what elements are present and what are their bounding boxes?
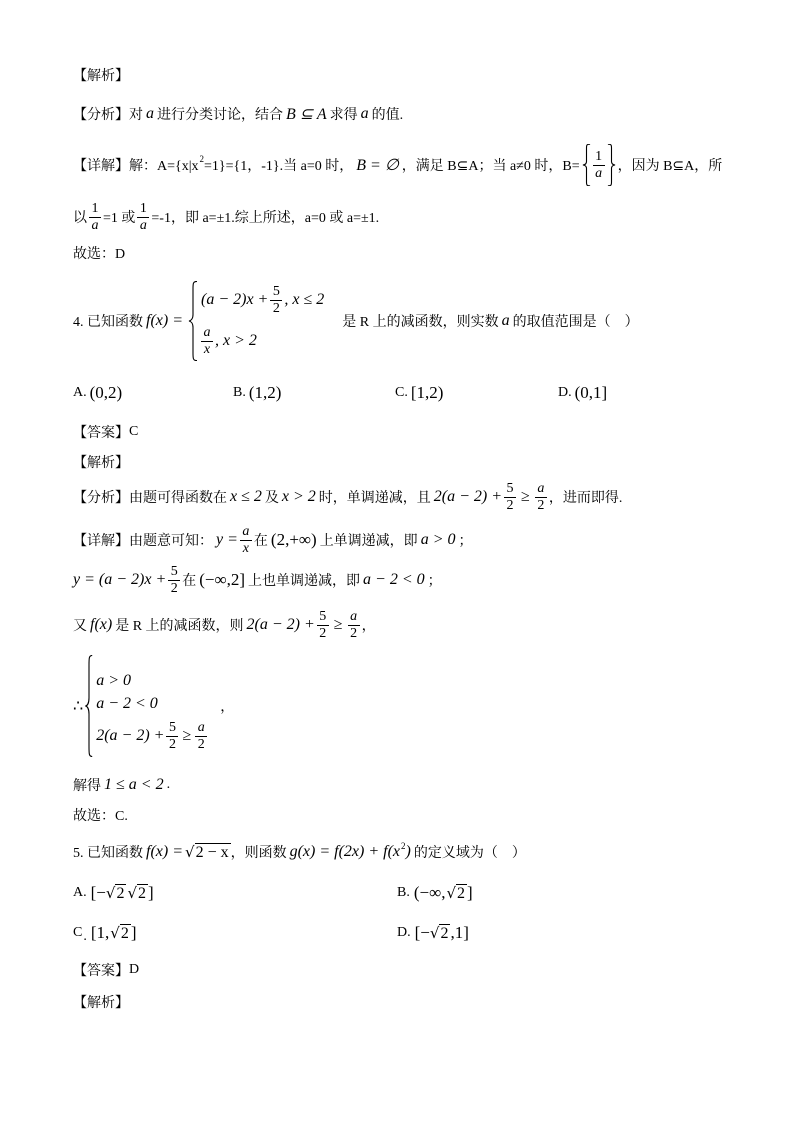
fraction — [504, 481, 516, 514]
q3-xiangjie-line — [73, 143, 722, 187]
text-segment: 上单调递减，即 — [319, 534, 418, 549]
q4-choice-c — [395, 381, 446, 405]
fraction-numerator: a — [535, 481, 547, 498]
choice-label: B. — [233, 385, 246, 400]
fraction-numerator: a — [201, 325, 213, 342]
section-label: 【详解】 — [73, 534, 129, 549]
radical-sign: √ — [110, 924, 120, 942]
chosen-answer-text: 故选：D — [73, 247, 126, 262]
radical-sign: √ — [185, 843, 195, 861]
q3-analysis-heading-line — [73, 65, 129, 85]
superscript: 2 — [199, 154, 205, 164]
bracket-close: ] — [130, 923, 137, 942]
choice-value: (1,2) — [248, 383, 282, 402]
fraction — [168, 564, 180, 597]
therefore-symbol: ∴ — [73, 698, 84, 715]
text-segment: . — [166, 777, 171, 792]
text-segment: 在 — [253, 534, 268, 549]
text-segment: =1}={1，-1}.当 a=0 时， — [204, 159, 354, 174]
fraction-numerator: a — [348, 609, 360, 626]
text-segment: 是 R 上的减函数，则 — [115, 619, 244, 634]
fraction-numerator: 1 — [89, 201, 101, 218]
text-segment: 由题可得函数在 — [129, 491, 227, 506]
text-segment: 上也单调递减，即 — [248, 574, 361, 589]
q4-stem — [73, 280, 639, 362]
choice-label-dot: . — [83, 929, 87, 944]
math-expression: ) — [405, 843, 411, 860]
fraction-denominator: x — [242, 540, 250, 556]
fraction-denominator: 2 — [168, 736, 176, 752]
section-label: 【分析】 — [73, 491, 129, 506]
q3-fenxi-line — [73, 104, 403, 124]
math-variable: a — [146, 105, 154, 122]
piecewise-rows — [198, 281, 324, 361]
q4-xiangjie-line-2 — [73, 562, 442, 598]
set-expression — [582, 144, 616, 186]
math-expression: a > 0 — [96, 672, 131, 689]
answer-value: C — [129, 424, 139, 439]
choice-value: [1,2) — [410, 383, 444, 402]
radicand: 2 — [138, 885, 146, 902]
text-segment: 以 — [73, 211, 87, 226]
answer-value: D — [129, 962, 140, 977]
q4-choice-a — [73, 381, 125, 405]
radical-sign: √ — [105, 884, 116, 902]
inequality-system — [85, 655, 209, 757]
system-row-2 — [96, 694, 209, 714]
math-expression: B = ∅ — [356, 157, 399, 174]
q3-xiangjie-continuation — [73, 199, 379, 235]
radical-sign: √ — [429, 924, 440, 942]
radicand: 2 − x — [195, 844, 229, 861]
text-segment: 及 — [264, 491, 279, 506]
system-rows — [93, 655, 209, 757]
left-brace — [85, 655, 93, 757]
text-segment: ，进而即得. — [548, 491, 623, 506]
q5-choice-b — [397, 880, 473, 906]
fraction-numerator: 5 — [317, 609, 329, 626]
fraction — [348, 609, 360, 642]
fraction-denominator: 2 — [506, 497, 514, 513]
fraction — [137, 201, 149, 234]
piecewise-row-2 — [201, 323, 324, 359]
q4-inequality-system-line — [73, 655, 234, 757]
function-name: f(x) = — [146, 312, 183, 329]
text-segment: ， — [361, 619, 376, 634]
text-segment: =1 或 — [103, 211, 136, 226]
choice-value: (0,2) — [89, 383, 123, 402]
math-variable: a — [501, 312, 510, 329]
math-expression: y = (a − 2)x + — [73, 571, 167, 588]
q4-choice-b — [233, 381, 284, 405]
radical-sign: √ — [127, 884, 137, 902]
system-row-3 — [96, 716, 209, 756]
choice-value: (0,1] — [574, 383, 608, 402]
system-row-1 — [96, 671, 209, 691]
question-number-text: 5. 已知函数 — [73, 846, 143, 861]
geq-symbol: ≥ — [182, 727, 192, 744]
right-brace — [607, 144, 616, 186]
radicand: 2 — [457, 885, 466, 902]
section-label: 【解析】 — [73, 69, 129, 84]
fraction-denominator: 2 — [350, 625, 358, 641]
q3-choice-line — [73, 243, 125, 263]
interval: (−∞,2] — [199, 570, 246, 589]
fraction-denominator: 2 — [537, 497, 545, 513]
bracket-open: [− — [90, 883, 106, 902]
left-brace — [582, 144, 591, 186]
bracket-close: ] — [148, 883, 154, 902]
fraction — [317, 609, 329, 642]
fraction-numerator: a — [195, 720, 207, 737]
fraction-numerator: 5 — [168, 564, 180, 581]
choice-label: B. — [397, 885, 410, 900]
choice-label: D. — [558, 385, 572, 400]
q4-fenxi-line — [73, 479, 622, 515]
radical-sign: √ — [446, 884, 457, 902]
radicand: 2 — [120, 925, 129, 942]
bracket-close: ,1] — [450, 923, 469, 942]
section-label: 【答案】 — [73, 426, 129, 441]
math-expression: 2(a − 2) + — [246, 616, 315, 633]
condition: , x ≤ 2 — [284, 291, 325, 308]
fraction — [195, 720, 207, 753]
fraction-denominator: 2 — [197, 736, 205, 752]
text-segment: ，满足 B⊆A；当 a≠0 时，B= — [401, 159, 580, 174]
bracket-close: ] — [467, 883, 473, 902]
fraction — [89, 201, 101, 234]
choice-label: A. — [73, 885, 87, 900]
text-segment: 是 R 上的减函数，则实数 — [342, 315, 499, 330]
fraction — [240, 524, 252, 557]
geq-symbol: ≥ — [333, 616, 343, 633]
text-segment: ，则函数 — [230, 846, 287, 861]
q4-xiangjie-line-3 — [73, 607, 376, 643]
choice-label: A. — [73, 385, 87, 400]
fraction-numerator: 5 — [166, 720, 178, 737]
radicand: 2 — [440, 925, 449, 942]
piecewise-function — [188, 281, 324, 361]
text-segment: 的定义域为（ ） — [413, 846, 526, 861]
math-variable: a — [360, 105, 369, 122]
q5-analysis-heading-line — [73, 992, 129, 1012]
question-number-text: 4. 已知函数 — [73, 315, 143, 330]
geq-symbol: ≥ — [521, 488, 530, 505]
choice-label: C. — [395, 385, 408, 400]
fraction — [270, 284, 282, 317]
choice-label: D. — [397, 925, 411, 940]
fraction — [166, 720, 178, 753]
q4-solve-line — [73, 775, 170, 795]
fraction — [593, 149, 605, 182]
math-expression: f(x) — [90, 616, 113, 633]
math-expression: 1 ≤ a < 2 — [104, 776, 164, 793]
interval: (2,+∞) — [270, 530, 317, 549]
text-segment: ，因为 B⊆A，所 — [617, 159, 723, 174]
text-segment: 在 — [182, 574, 197, 589]
q5-stem — [73, 840, 526, 864]
fraction-denominator: 2 — [170, 580, 178, 596]
math-expression: a > 0 — [420, 531, 456, 548]
fraction-denominator: 2 — [272, 300, 280, 316]
text-segment: 又 — [73, 619, 87, 634]
section-label: 【答案】 — [73, 964, 129, 979]
math-expression: x ≤ 2 — [230, 488, 262, 505]
section-label: 【分析】 — [73, 108, 129, 123]
text-segment: ； — [427, 574, 442, 589]
fraction-denominator: x — [203, 341, 211, 357]
bracket-open: [− — [414, 923, 430, 942]
bracket-open: (−∞, — [413, 883, 446, 902]
q4-choice-line — [73, 805, 128, 825]
fraction-numerator: 1 — [593, 149, 605, 166]
function-name: f(x) = — [146, 843, 183, 860]
bracket-open: [1, — [90, 923, 110, 942]
chosen-answer-text: 故选：C. — [73, 809, 128, 824]
section-label: 【解析】 — [73, 456, 129, 471]
math-expression: a − 2 < 0 — [96, 695, 158, 712]
q5-choice-c — [73, 920, 137, 946]
radicand: 2 — [116, 885, 125, 902]
q5-choice-a — [73, 880, 154, 906]
fraction-numerator: 1 — [137, 201, 149, 218]
text-segment: 解：A={x|x — [129, 159, 199, 174]
math-expression: 2(a − 2) + — [433, 488, 503, 505]
section-label: 【解析】 — [73, 996, 129, 1011]
math-expression: (a − 2)x + — [201, 291, 269, 308]
text-segment: 对 — [129, 108, 143, 123]
text-segment: 解得 — [73, 779, 101, 794]
section-label: 【详解】 — [73, 159, 129, 174]
text-segment: 由题意可知： — [129, 534, 213, 549]
text-segment: 进行分类讨论，结合 — [157, 108, 283, 123]
q5-choice-d — [397, 920, 469, 946]
fraction-denominator: a — [139, 217, 147, 233]
text-segment: ； — [458, 534, 473, 549]
math-expression: 2(a − 2) + — [96, 727, 165, 744]
fraction-denominator: 2 — [319, 625, 327, 641]
fraction-numerator: 5 — [504, 481, 516, 498]
text-segment: 的值. — [371, 108, 404, 123]
fraction-denominator: a — [595, 165, 603, 181]
math-expression: x > 2 — [281, 488, 316, 505]
text-segment: 求得 — [329, 108, 358, 123]
fraction-numerator: a — [240, 524, 252, 541]
q4-xiangjie-line — [73, 522, 472, 558]
q5-answer-line — [73, 960, 139, 980]
math-expression: y = — [216, 531, 238, 548]
fraction-numerator: 5 — [270, 284, 282, 301]
piecewise-row-1 — [201, 282, 324, 318]
condition: , x > 2 — [215, 332, 257, 349]
fraction — [201, 325, 213, 358]
math-expression: B ⊆ A — [286, 106, 327, 123]
q4-analysis-heading-line — [73, 452, 129, 472]
fraction-denominator: a — [91, 217, 99, 233]
q4-answer-line — [73, 422, 138, 442]
text-segment: 时，单调递减，且 — [318, 491, 431, 506]
text-segment: 的取值范围是（ ） — [512, 315, 639, 330]
math-expression: a − 2 < 0 — [363, 571, 425, 588]
text-segment: ， — [220, 700, 235, 715]
math-expression: g(x) = f(2x) + f(x — [289, 843, 401, 860]
q4-choice-d — [558, 381, 610, 405]
left-brace — [188, 281, 198, 361]
text-segment: =-1，即 a=±1.综上所述，a=0 或 a=±1. — [151, 211, 380, 226]
choice-label: C — [73, 925, 83, 940]
fraction — [535, 481, 547, 514]
superscript: 2 — [401, 841, 406, 851]
